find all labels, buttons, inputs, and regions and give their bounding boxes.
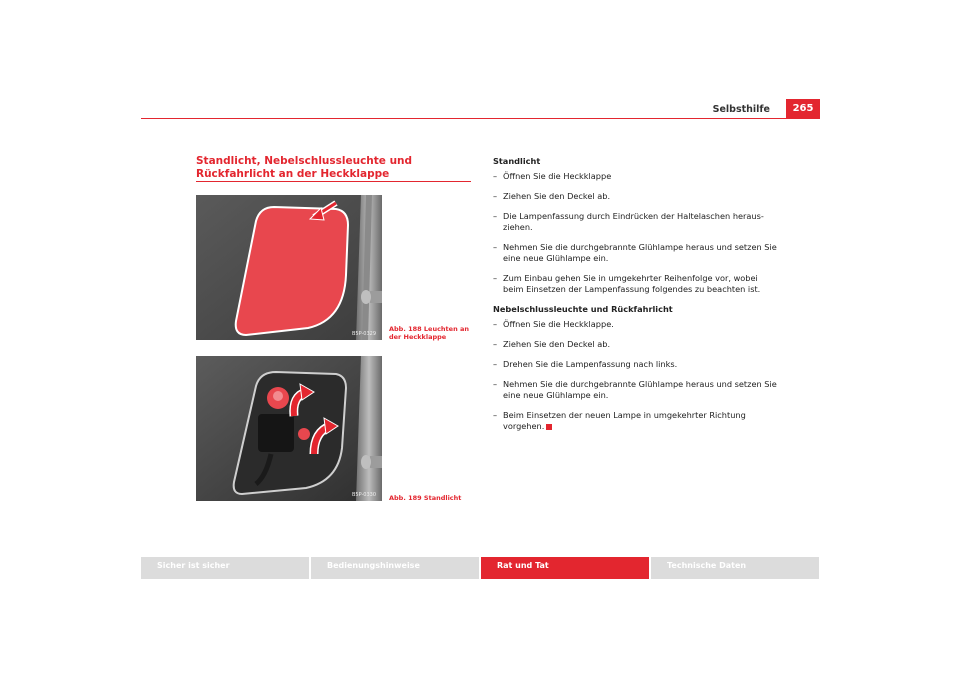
figure-188-caption: Abb. 188 Leuchten an der Heckklappe (389, 325, 469, 341)
footer-tab-sicher[interactable]: Sicher ist sicher (141, 557, 309, 579)
section-title-rule (196, 181, 471, 182)
figure-code: B5P-0330 (351, 492, 376, 498)
footer-tab-bedienung[interactable]: Bedienungshinweise (311, 557, 479, 579)
list-item: – Ziehen Sie den Deckel ab. (493, 339, 611, 349)
figure-189-image (196, 356, 382, 501)
figure-189-caption: Abb. 189 Standlicht (389, 494, 462, 502)
nebel-heading: Nebelschlussleuchte und Rückfahrlicht (493, 304, 673, 314)
list-item: – Zum Einbau gehen Sie in umgekehrter Reihenfolge vor, wobei beim Einsetzen der Lampenfassung folgendes zu beachten ist. (493, 273, 761, 294)
list-item: – Nehmen Sie die durchgebrannte Glühlampe heraus und setzen Sie eine neue Glühlampe ein. (493, 379, 777, 400)
figure-code: B5P-0329 (351, 331, 376, 337)
header-rule (141, 118, 820, 119)
page-number-badge: 265 (786, 99, 820, 119)
list-item: – Die Lampenfassung durch Eindrücken der Haltelaschen heraus-ziehen. (493, 211, 764, 232)
list-item: – Drehen Sie die Lampenfassung nach links. (493, 359, 678, 369)
list-item: – Öffnen Sie die Heckklappe. (493, 319, 614, 329)
running-header-title: Selbsthilfe (712, 104, 770, 115)
instructions-column (493, 156, 778, 441)
figure-188-image (196, 195, 382, 340)
standlicht-heading: Standlicht (493, 156, 541, 166)
footer-tab-rat-und-tat[interactable]: Rat und Tat (481, 557, 649, 579)
list-item: – Nehmen Sie die durchgebrannte Glühlampe heraus und setzen Sie eine neue Glühlampe ein. (493, 242, 777, 263)
section-title: Standlicht, Nebelschlussleuchte und Rückfahrlicht an der Heckklappe (196, 155, 413, 180)
list-item: – Beim Einsetzen der neuen Lampe in umgekehrter Richtung vorgehen. (493, 410, 746, 431)
list-item: – Öffnen Sie die Heckklappe (493, 171, 612, 181)
list-item: – Ziehen Sie den Deckel ab. (493, 191, 611, 201)
footer-tab-technische-daten[interactable]: Technische Daten (651, 557, 819, 579)
end-of-section-marker (546, 424, 552, 430)
